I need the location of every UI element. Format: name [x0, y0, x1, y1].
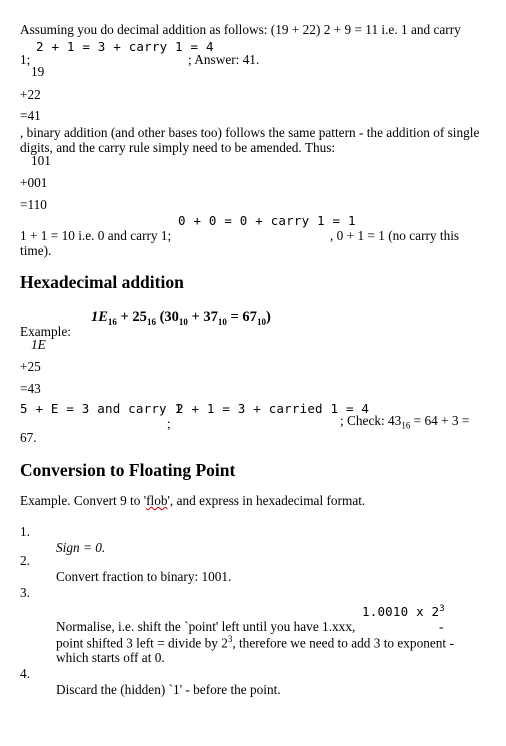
sum-line-3: =41: [20, 108, 41, 123]
hex-sum-line-1: 1E: [31, 337, 46, 352]
line-prefix: 1;: [20, 52, 31, 67]
binary-rule-1: 1 + 1 = 10 i.e. 0 and carry 1;: [20, 228, 172, 243]
hex-sum-line-3: =43: [20, 381, 41, 396]
binary-sum-line-1: 101: [31, 153, 51, 168]
example-label: Example:: [20, 324, 71, 339]
step-3-text-b: point shifted 3 left = divide by $2^3$, therefore we need to add 3 to exponent -: [56, 634, 454, 651]
step-1-text: Sign = 0.: [56, 540, 106, 555]
step-3-number: 3.: [20, 585, 30, 600]
step-2-number: 2.: [20, 553, 30, 568]
float-heading: Conversion to Floating Point: [20, 460, 236, 480]
step-4-text: Discard the (hidden) `1' - before the point.: [56, 682, 281, 697]
hex-carry-formula: 5 + E = 3 and carry 1: [20, 401, 183, 416]
float-example: Example. Convert 9 to 'flob', and express in hexadecimal format.: [20, 493, 366, 508]
intro-text: Assuming you do decimal addition as follows: (19 + 22) 2 + 9 = 11 i.e. 1 and carry: [20, 22, 461, 37]
step-3-text-a: Normalise, i.e. shift the `point' left until you have 1.xxx,: [56, 619, 356, 634]
binary-text: , binary addition (and other bases too) follows the same pattern - the addition of single digits, and the carry rule simply need to be amended. Thus:: [20, 125, 480, 155]
binary-rule-3: time).: [20, 243, 52, 258]
step-3-dash: -: [439, 619, 444, 634]
binary-rule-2: , 0 + 1 = 1 (no carry this: [330, 228, 460, 243]
hex-sum-line-2: +25: [20, 359, 41, 374]
binary-formula: 0 + 0 = 0 + carry 1 = 1: [178, 213, 356, 228]
sum-line-2: +22: [20, 87, 41, 102]
carry-formula: 2 + 1 = 3 + carry 1 = 4: [36, 39, 214, 54]
step-3-formula: 1.0010 x $2^3$: [362, 604, 445, 620]
hex-heading: Hexadecimal addition: [20, 272, 184, 292]
sum-line-1: 19: [31, 64, 45, 79]
binary-sum-line-2: +001: [20, 175, 48, 190]
step-1-number: 1.: [20, 524, 30, 539]
step-3-text-d: which starts off at 0.: [56, 650, 165, 665]
answer-text: ; Answer: 41.: [188, 52, 260, 67]
hex-carried-formula: 2 + 1 = 3 + carried 1 = 4: [176, 401, 370, 416]
hex-semicolon: ;: [167, 416, 171, 431]
hex-check-result: 67.: [20, 430, 37, 445]
binary-sum-line-3: =110: [20, 197, 47, 212]
step-2-text: Convert fraction to binary: 1001.: [56, 569, 232, 584]
hex-check: ; Check: $43_{16} = 64 + 3$ =: [340, 413, 470, 431]
hex-formula: $1E_{16} + 25_{16}$ $(30_{10} + 37_{10} = 67_{10})$: [91, 309, 271, 327]
step-4-number: 4.: [20, 666, 30, 681]
